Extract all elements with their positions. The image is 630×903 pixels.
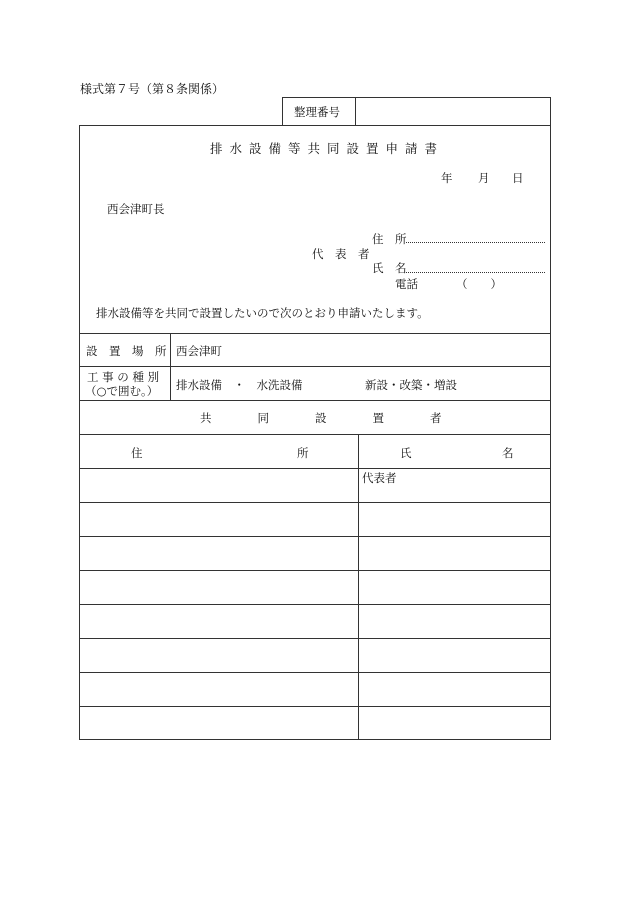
table-row[interactable] bbox=[80, 503, 550, 536]
form-title: 排水設備等共同設置申請書 bbox=[210, 141, 445, 156]
address-label: 住 所 bbox=[372, 232, 407, 246]
addressee: 西会津町長 bbox=[107, 202, 165, 216]
date-year-label: 年 bbox=[441, 171, 453, 185]
table-row[interactable] bbox=[80, 537, 550, 570]
work-type-options-facility[interactable]: 排水設備 ・ 水洗設備 bbox=[176, 378, 303, 392]
representative-label: 代 表 者 bbox=[312, 247, 370, 261]
column-name-1: 氏 bbox=[400, 446, 412, 460]
column-address-1: 住 bbox=[131, 446, 143, 460]
phone-input[interactable]: （ ） bbox=[456, 277, 502, 291]
ref-number-label: 整理番号 bbox=[294, 105, 340, 119]
location-value[interactable]: 西会津町 bbox=[176, 344, 222, 358]
application-statement: 排水設備等を共同で設置したいので次のとおり申請いたします。 bbox=[96, 306, 429, 320]
date-month-label: 月 bbox=[478, 171, 490, 185]
table-row[interactable] bbox=[80, 707, 550, 739]
work-type-label-1: 工 事 の 種 別 bbox=[87, 370, 160, 384]
table-row[interactable] bbox=[80, 571, 550, 604]
name-label: 氏 名 bbox=[372, 261, 407, 275]
work-type-label-2: （○で囲む。） bbox=[85, 384, 159, 398]
form-number: 様式第７号（第８条関係） bbox=[80, 82, 225, 96]
name-input[interactable] bbox=[406, 272, 545, 273]
column-address-2: 所 bbox=[297, 446, 309, 460]
column-name-2: 名 bbox=[502, 446, 514, 460]
table-row[interactable] bbox=[80, 605, 550, 638]
ref-number-field[interactable] bbox=[362, 104, 542, 120]
table-row[interactable] bbox=[80, 673, 550, 706]
phone-label: 電話 bbox=[395, 277, 418, 291]
work-type-options-construction[interactable]: 新設・改築・増設 bbox=[365, 378, 457, 392]
rep-note: 代表者 bbox=[362, 471, 397, 485]
co-installers-heading: 共 同 設 置 者 bbox=[200, 411, 442, 425]
table-row[interactable] bbox=[80, 469, 550, 502]
address-input[interactable] bbox=[406, 242, 545, 243]
table-row[interactable] bbox=[80, 639, 550, 672]
location-label: 設 置 場 所 bbox=[86, 344, 167, 358]
date-day-label: 日 bbox=[512, 171, 524, 185]
